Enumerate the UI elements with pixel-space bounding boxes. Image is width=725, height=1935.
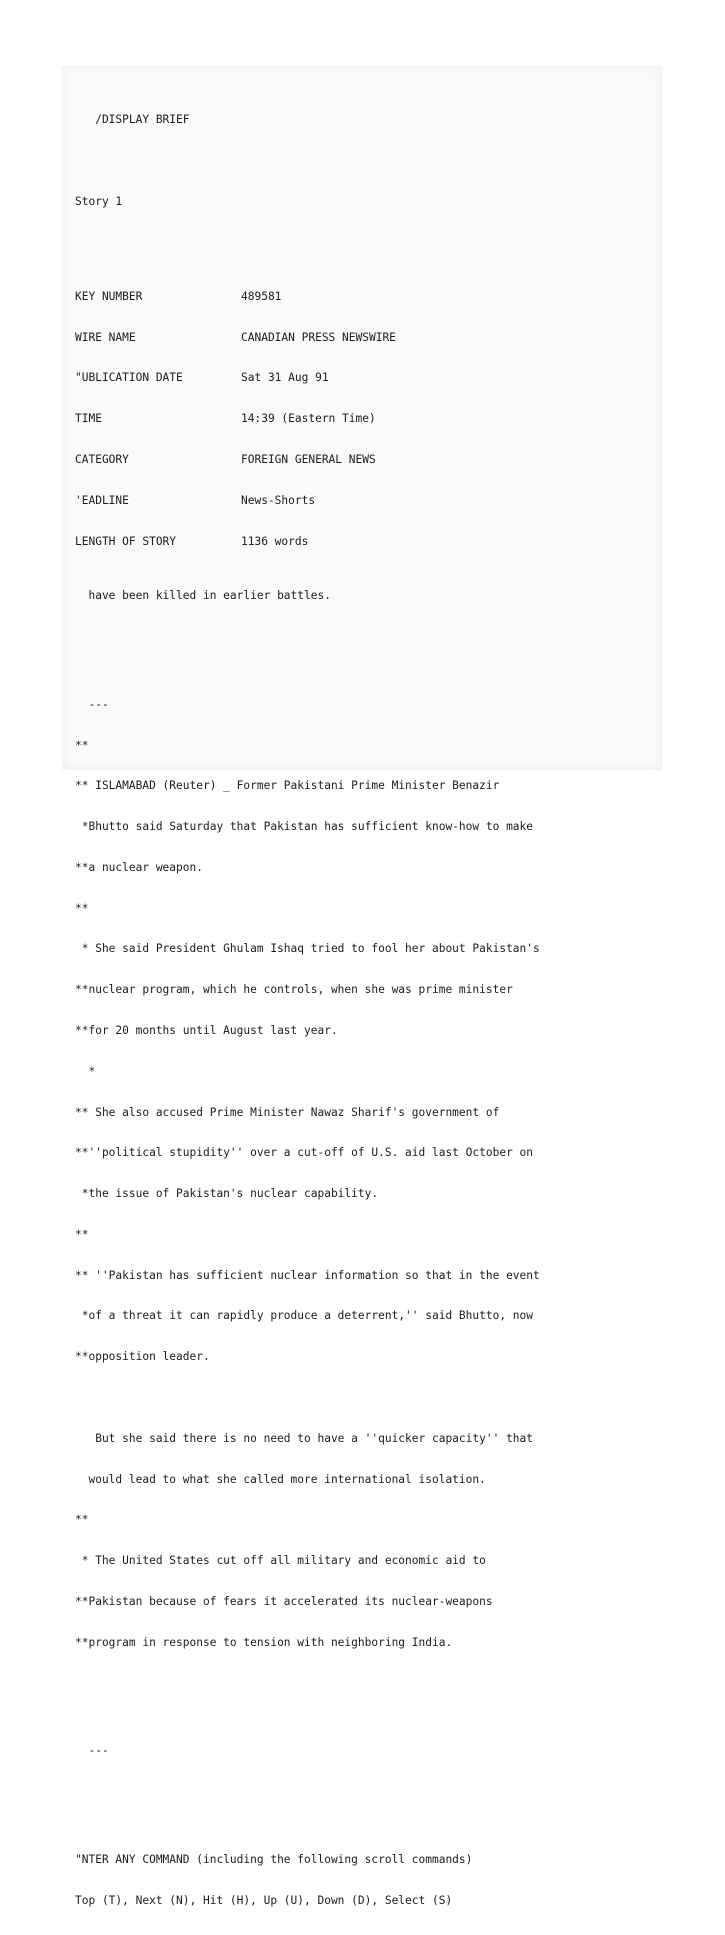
story-line: **	[75, 1227, 89, 1241]
terminal-output	[75, 86, 540, 1935]
story-line: But she said there is no need to have a ''quicker capacity'' that	[75, 1431, 534, 1445]
story-line: **Pakistan because of fears it accelerated its nuclear-weapons	[75, 1594, 493, 1608]
display-command: /DISPLAY BRIEF	[75, 113, 190, 127]
story-line: **nuclear program, which he controls, when she was prime minister	[75, 983, 513, 997]
field-length	[75, 535, 540, 549]
story-line: would lead to what she called more international isolation.	[75, 1472, 486, 1486]
field-label: CATEGORY	[75, 453, 129, 467]
spacer	[75, 236, 540, 250]
field-key-number	[75, 290, 540, 304]
story-line: *Bhutto said Saturday that Pakistan has sufficient know-how to make	[75, 820, 534, 834]
field-label: KEY NUMBER	[75, 289, 143, 303]
story-line: ** She also accused Prime Minister Nawaz Sharif's government of	[75, 1105, 500, 1119]
story-line: have been killed in earlier battles.	[75, 588, 331, 602]
field-time	[75, 412, 540, 426]
field-value: FOREIGN GENERAL NEWS	[241, 453, 376, 467]
story-line: *	[75, 1064, 96, 1078]
field-label: 'EADLINE	[75, 493, 129, 507]
story-line: *of a threat it can rapidly produce a deterrent,'' said Bhutto, now	[75, 1309, 534, 1323]
story-label: Story 1	[75, 194, 123, 208]
field-publication-date	[75, 371, 540, 385]
story-separator: ---	[75, 1744, 109, 1758]
story-line: **''political stupidity'' over a cut-off of U.S. aid last October on	[75, 1146, 534, 1160]
story-line: ** ''Pakistan has sufficient nuclear information so that in the event	[75, 1268, 540, 1282]
story-line: **a nuclear weapon.	[75, 860, 203, 874]
story-line: **opposition leader.	[75, 1350, 210, 1364]
command-prompt: "NTER ANY COMMAND (including the following scroll commands)	[75, 1853, 473, 1867]
field-label: WIRE NAME	[75, 330, 136, 344]
field-value: 1136 words	[241, 534, 309, 548]
spacer	[75, 1676, 540, 1717]
scanned-page	[62, 66, 662, 1907]
field-wire-name	[75, 331, 540, 345]
story-line: **	[75, 738, 89, 752]
story-line: **for 20 months until August last year.	[75, 1023, 338, 1037]
spacer	[75, 630, 540, 671]
story-line: **	[75, 1513, 89, 1527]
field-label: LENGTH OF STORY	[75, 534, 177, 548]
field-value: 489581	[241, 289, 282, 303]
spacer	[75, 154, 540, 168]
story-line: **program in response to tension with neighboring India.	[75, 1635, 453, 1649]
story-line: * The United States cut off all military and economic aid to	[75, 1554, 486, 1568]
field-value: Sat 31 Aug 91	[241, 371, 329, 385]
spacer	[75, 1785, 540, 1812]
field-label: TIME	[75, 412, 102, 426]
story-separator: ---	[75, 697, 109, 711]
story-line: *the issue of Pakistan's nuclear capability.	[75, 1187, 379, 1201]
field-value: 14:39 (Eastern Time)	[241, 412, 376, 426]
spacer	[75, 1391, 540, 1405]
field-value: News-Shorts	[241, 493, 316, 507]
story-line: **	[75, 901, 89, 915]
field-value: CANADIAN PRESS NEWSWIRE	[241, 330, 396, 344]
field-label: "UBLICATION DATE	[75, 371, 183, 385]
scroll-commands: Top (T), Next (N), Hit (H), Up (U), Down (D), Select (S)	[75, 1894, 453, 1907]
field-category	[75, 453, 540, 467]
field-headline	[75, 494, 540, 508]
story-line: ** ISLAMABAD (Reuter) _ Former Pakistani Prime Minister Benazir	[75, 779, 500, 793]
story-line: * She said President Ghulam Ishaq tried to fool her about Pakistan's	[75, 942, 540, 956]
